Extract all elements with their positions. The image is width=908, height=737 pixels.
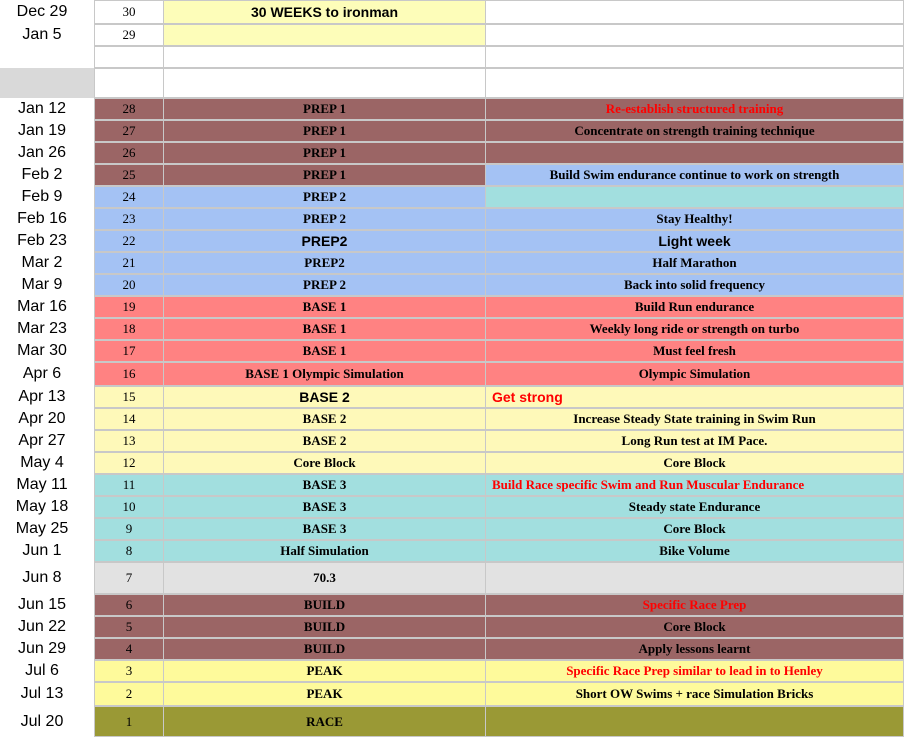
phase-cell[interactable]: BUILD xyxy=(164,638,486,660)
table-row xyxy=(0,540,908,562)
note-cell[interactable]: Increase Steady State training in Swim Run xyxy=(486,408,904,430)
date-cell[interactable]: Apr 13 xyxy=(18,388,66,405)
date-cell[interactable]: Jan 19 xyxy=(17,122,67,139)
table-row xyxy=(0,230,908,252)
date-cell[interactable]: Feb 16 xyxy=(17,210,67,227)
week-number-cell[interactable]: 29 xyxy=(94,24,164,46)
phase-cell[interactable]: BASE 1 Olympic Simulation xyxy=(164,362,486,386)
date-cell[interactable]: Apr 27 xyxy=(18,432,66,449)
table-row xyxy=(0,430,908,452)
date-cell[interactable]: May 18 xyxy=(15,498,69,515)
note-cell[interactable]: Specific Race Prep xyxy=(486,594,904,616)
phase-cell[interactable]: BASE 1 xyxy=(164,318,486,340)
table-row xyxy=(0,164,908,186)
table-row xyxy=(0,362,908,386)
table-row xyxy=(0,594,908,616)
note-cell[interactable]: Light week xyxy=(486,230,904,252)
note-cell[interactable]: Long Run test at IM Pace. xyxy=(486,430,904,452)
week-number-cell[interactable]: 19 xyxy=(94,296,164,318)
note-cell[interactable]: Specific Race Prep similar to lead in to Henley xyxy=(486,660,904,682)
table-row xyxy=(0,0,908,24)
week-number-cell[interactable]: 4 xyxy=(94,638,164,660)
phase-cell[interactable]: PREP 2 xyxy=(164,274,486,296)
week-number-cell[interactable]: 24 xyxy=(94,186,164,208)
table-row xyxy=(0,706,908,737)
week-number-cell[interactable]: 8 xyxy=(94,540,164,562)
phase-cell[interactable]: PREP 1 xyxy=(164,98,486,120)
note-cell[interactable] xyxy=(486,46,904,68)
table-row xyxy=(0,274,908,296)
week-number-cell[interactable]: 2 xyxy=(94,682,164,706)
phase-cell[interactable]: BASE 3 xyxy=(164,518,486,540)
week-number-cell[interactable]: 13 xyxy=(94,430,164,452)
date-cell[interactable]: Jan 26 xyxy=(17,144,67,161)
note-cell[interactable]: Build Race specific Swim and Run Muscular Endurance xyxy=(486,474,904,496)
date-cell[interactable] xyxy=(0,46,94,68)
phase-cell[interactable]: BUILD xyxy=(164,594,486,616)
week-number-cell[interactable]: 17 xyxy=(94,340,164,362)
table-row xyxy=(0,562,908,594)
note-cell[interactable]: Half Marathon xyxy=(486,252,904,274)
date-cell[interactable]: Feb 23 xyxy=(17,232,67,249)
week-number-cell[interactable]: 9 xyxy=(94,518,164,540)
date-cell[interactable]: Mar 23 xyxy=(17,320,67,337)
phase-cell[interactable]: BASE 3 xyxy=(164,474,486,496)
note-cell[interactable]: Weekly long ride or strength on turbo xyxy=(486,318,904,340)
note-cell[interactable]: Core Block xyxy=(486,452,904,474)
date-cell[interactable]: Jul 6 xyxy=(25,662,59,679)
phase-cell[interactable] xyxy=(164,68,486,98)
phase-cell[interactable]: Core Block xyxy=(164,452,486,474)
date-cell[interactable]: Apr 20 xyxy=(18,410,66,427)
note-cell[interactable] xyxy=(486,706,904,737)
date-cell[interactable]: Feb 9 xyxy=(21,188,63,205)
date-cell[interactable]: Jun 1 xyxy=(22,542,62,559)
table-row xyxy=(0,474,908,496)
week-number-cell[interactable]: 22 xyxy=(94,230,164,252)
note-cell[interactable]: Build Run endurance xyxy=(486,296,904,318)
week-number-cell[interactable]: 15 xyxy=(94,386,164,408)
table-row xyxy=(0,616,908,638)
week-number-cell[interactable] xyxy=(94,46,164,68)
note-cell[interactable]: Short OW Swims + race Simulation Bricks xyxy=(486,682,904,706)
note-cell[interactable]: Concentrate on strength training technique xyxy=(486,120,904,142)
note-cell[interactable]: Re-establish structured training xyxy=(486,98,904,120)
note-cell[interactable]: Olympic Simulation xyxy=(486,362,904,386)
note-cell[interactable] xyxy=(486,68,904,98)
week-number-cell[interactable]: 18 xyxy=(94,318,164,340)
date-cell[interactable]: Jul 20 xyxy=(20,712,64,730)
phase-cell[interactable]: PREP 1 xyxy=(164,120,486,142)
date-cell[interactable]: May 4 xyxy=(20,454,64,471)
note-cell[interactable]: Build Swim endurance continue to work on strength xyxy=(486,164,904,186)
week-number-cell[interactable]: 23 xyxy=(94,208,164,230)
phase-cell[interactable]: PREP2 xyxy=(164,252,486,274)
date-cell[interactable]: Jul 13 xyxy=(20,685,64,702)
table-row xyxy=(0,120,908,142)
phase-cell[interactable]: PREP 2 xyxy=(164,208,486,230)
phase-cell[interactable]: BASE 2 xyxy=(164,408,486,430)
week-number-cell[interactable]: 30 xyxy=(94,0,164,24)
week-number-cell[interactable]: 10 xyxy=(94,496,164,518)
phase-cell[interactable] xyxy=(164,46,486,68)
table-row xyxy=(0,252,908,274)
date-cell[interactable]: Jun 22 xyxy=(17,618,67,635)
phase-cell[interactable]: PEAK xyxy=(164,660,486,682)
date-cell[interactable]: Feb 2 xyxy=(21,166,63,183)
date-cell[interactable]: Jun 29 xyxy=(17,640,67,657)
phase-cell[interactable]: 30 WEEKS to ironman xyxy=(164,0,486,24)
date-cell[interactable]: Mar 30 xyxy=(17,342,67,359)
week-number-cell[interactable]: 11 xyxy=(94,474,164,496)
note-cell[interactable] xyxy=(486,186,904,208)
date-cell[interactable]: Mar 9 xyxy=(21,276,63,293)
week-number-cell[interactable]: 14 xyxy=(94,408,164,430)
phase-cell[interactable]: BASE 1 xyxy=(164,340,486,362)
table-row xyxy=(0,318,908,340)
note-cell[interactable]: Back into solid frequency xyxy=(486,274,904,296)
date-cell[interactable]: Jun 15 xyxy=(17,596,67,613)
week-number-cell[interactable]: 20 xyxy=(94,274,164,296)
table-row xyxy=(0,386,908,408)
phase-cell[interactable]: RACE xyxy=(164,706,486,737)
week-number-cell[interactable]: 5 xyxy=(94,616,164,638)
table-row xyxy=(0,340,908,362)
note-cell[interactable] xyxy=(486,0,904,24)
date-cell[interactable]: Mar 2 xyxy=(21,254,63,271)
week-number-cell[interactable]: 21 xyxy=(94,252,164,274)
table-row xyxy=(0,24,908,46)
week-number-cell[interactable]: 3 xyxy=(94,660,164,682)
table-row xyxy=(0,452,908,474)
note-cell[interactable]: Must feel fresh xyxy=(486,340,904,362)
table-row xyxy=(0,68,908,98)
phase-cell[interactable]: PREP2 xyxy=(164,230,486,252)
table-row xyxy=(0,408,908,430)
week-number-cell[interactable]: 25 xyxy=(94,164,164,186)
table-row xyxy=(0,142,908,164)
date-cell[interactable] xyxy=(0,68,94,98)
week-number-cell[interactable]: 27 xyxy=(94,120,164,142)
phase-cell[interactable]: PREP 1 xyxy=(164,142,486,164)
week-number-cell[interactable]: 1 xyxy=(94,706,164,737)
week-number-cell[interactable]: 6 xyxy=(94,594,164,616)
phase-cell[interactable]: 70.3 xyxy=(164,562,486,594)
phase-cell[interactable]: BASE 2 xyxy=(164,386,486,408)
date-cell[interactable]: Dec 29 xyxy=(16,3,68,20)
note-cell[interactable] xyxy=(486,24,904,46)
date-cell[interactable]: May 11 xyxy=(16,476,68,493)
table-row xyxy=(0,518,908,540)
note-cell[interactable]: Get strong xyxy=(486,386,904,408)
note-cell[interactable] xyxy=(486,562,904,594)
note-cell[interactable]: Apply lessons learnt xyxy=(486,638,904,660)
phase-cell[interactable]: BASE 1 xyxy=(164,296,486,318)
table-row xyxy=(0,296,908,318)
table-row xyxy=(0,208,908,230)
phase-cell[interactable] xyxy=(164,24,486,46)
phase-cell[interactable]: BASE 2 xyxy=(164,430,486,452)
note-cell[interactable]: Stay Healthy! xyxy=(486,208,904,230)
phase-cell[interactable]: PEAK xyxy=(164,682,486,706)
date-cell[interactable]: Jun 8 xyxy=(22,569,62,586)
week-number-cell[interactable] xyxy=(94,68,164,98)
week-number-cell[interactable]: 16 xyxy=(94,362,164,386)
date-cell[interactable]: Jan 5 xyxy=(22,26,62,43)
note-cell[interactable]: Steady state Endurance xyxy=(486,496,904,518)
phase-cell[interactable]: PREP 1 xyxy=(164,164,486,186)
note-cell[interactable]: Core Block xyxy=(486,518,904,540)
week-number-cell[interactable]: 7 xyxy=(94,562,164,594)
note-cell[interactable] xyxy=(486,142,904,164)
note-cell[interactable]: Core Block xyxy=(486,616,904,638)
phase-cell[interactable]: Half Simulation xyxy=(164,540,486,562)
phase-cell[interactable]: BASE 3 xyxy=(164,496,486,518)
table-row xyxy=(0,98,908,120)
date-cell[interactable]: Jan 12 xyxy=(17,100,67,117)
table-row xyxy=(0,682,908,706)
table-row xyxy=(0,496,908,518)
date-cell[interactable]: Mar 16 xyxy=(17,298,67,315)
table-row xyxy=(0,638,908,660)
note-cell[interactable]: Bike Volume xyxy=(486,540,904,562)
week-number-cell[interactable]: 12 xyxy=(94,452,164,474)
table-row xyxy=(0,46,908,68)
date-cell[interactable]: Apr 6 xyxy=(22,365,62,382)
phase-cell[interactable]: PREP 2 xyxy=(164,186,486,208)
week-number-cell[interactable]: 26 xyxy=(94,142,164,164)
table-row xyxy=(0,186,908,208)
date-cell[interactable]: May 25 xyxy=(15,520,69,537)
table-row xyxy=(0,660,908,682)
week-number-cell[interactable]: 28 xyxy=(94,98,164,120)
phase-cell[interactable]: BUILD xyxy=(164,616,486,638)
